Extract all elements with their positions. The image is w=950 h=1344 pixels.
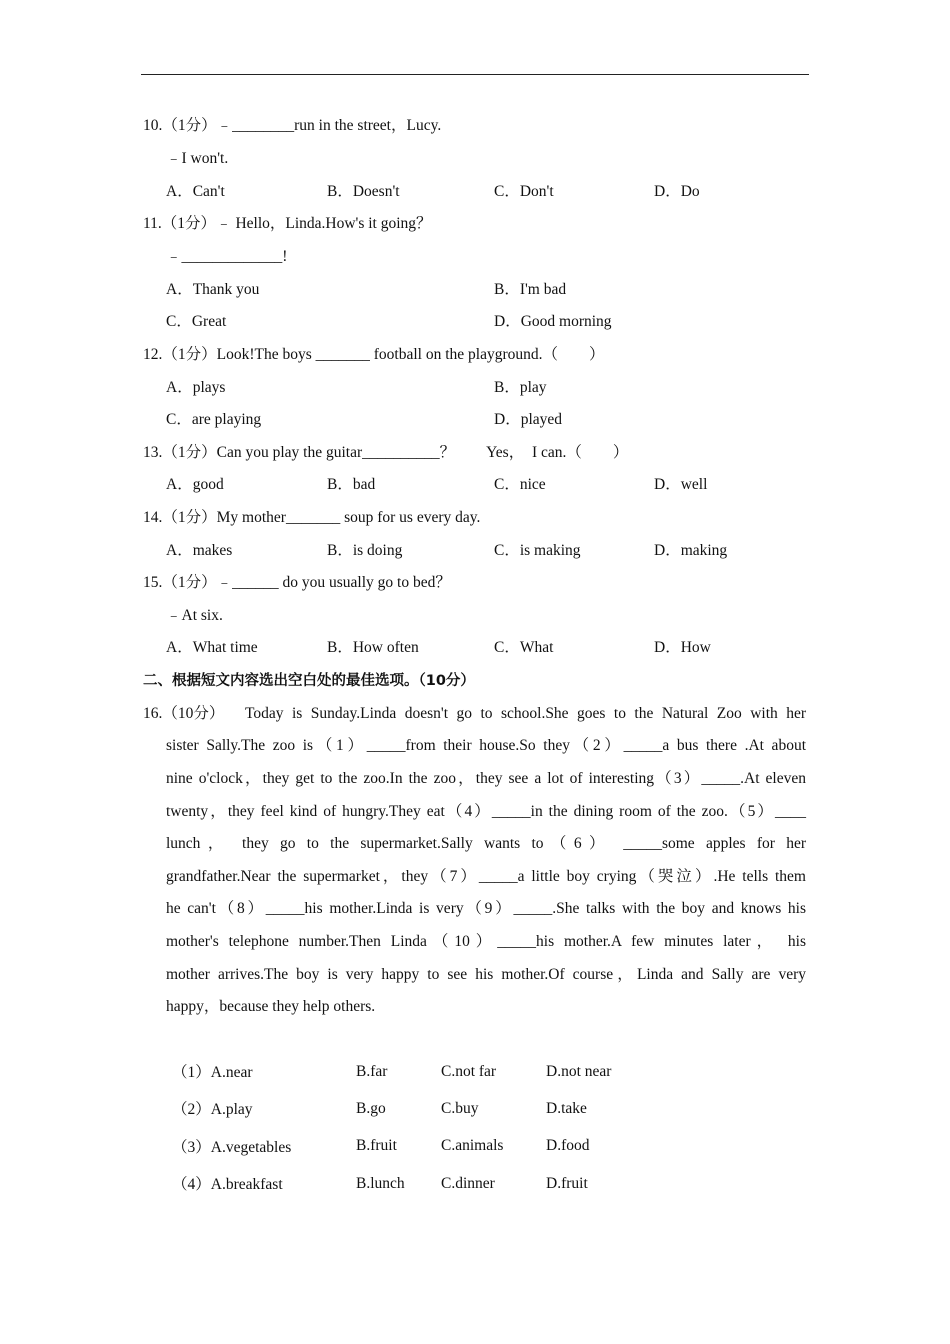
option-d[interactable]: D．Do <box>654 183 700 200</box>
passage-line: nine o'clock，they get to the zoo.In the zoo，they see a lot of interesting（3）_____.At eleven <box>166 770 806 787</box>
question-number: 11.（1分） <box>143 215 217 232</box>
choice-2-b[interactable]: B.go <box>356 1100 386 1117</box>
passage-line: mother's telephone number.Then Linda（10）_____his mother.A few minutes later， his <box>166 933 806 950</box>
question-number: 15.（1分） <box>143 574 217 591</box>
choice-2-a[interactable]: （2）A.play <box>172 1101 253 1118</box>
question-stem: ﹣________run in the street，Lucy. <box>216 117 442 134</box>
option-b[interactable]: B．Doesn't <box>327 183 400 200</box>
option-b[interactable]: B．I'm bad <box>494 281 567 298</box>
choice-2-d[interactable]: D.take <box>546 1100 587 1117</box>
choice-1-b[interactable]: B.far <box>356 1063 388 1080</box>
choice-4-a[interactable]: （4）A.breakfast <box>172 1176 283 1193</box>
passage-line: mother arrives.The boy is very happy to see his mother.Of course，Linda and Sally are very <box>166 966 806 983</box>
option-b[interactable]: B．bad <box>327 476 376 493</box>
question-stem: ﹣ Hello，Linda.How's it going？ <box>216 215 432 232</box>
question-stem: Look!The boys _______ football on the playground.（ ） <box>216 346 605 363</box>
question-number: 13.（1分） <box>143 444 217 461</box>
question-10-response: ﹣I won't. <box>166 150 229 167</box>
choice-1-d[interactable]: D.not near <box>546 1063 612 1080</box>
choice-2-c[interactable]: C.buy <box>441 1100 479 1117</box>
option-c[interactable]: C．What <box>494 639 554 656</box>
option-d[interactable]: D．played <box>494 411 563 428</box>
question-number: 14.（1分） <box>143 509 217 526</box>
question-number: 10.（1分） <box>143 117 217 134</box>
option-c[interactable]: C．is making <box>494 542 581 559</box>
option-d[interactable]: D．Good morning <box>494 313 612 330</box>
option-a[interactable]: A．What time <box>166 639 258 656</box>
question-number: 12.（1分） <box>143 346 217 363</box>
option-c[interactable]: C．are playing <box>166 411 262 428</box>
choice-4-b[interactable]: B.lunch <box>356 1175 405 1192</box>
option-a[interactable]: A．Can't <box>166 183 225 200</box>
choice-3-b[interactable]: B.fruit <box>356 1137 397 1154</box>
section-heading: 二、根据短文内容选出空白处的最佳选项。（10分） <box>143 673 475 689</box>
option-b[interactable]: B．is doing <box>327 542 403 559</box>
question-14 <box>143 508 480 528</box>
passage-line: lunch， they go to the supermarket.Sally wants to（6） _____some apples for her <box>166 835 806 852</box>
passage-line: sister Sally.The zoo is（1）_____from their house.So they（2）_____a bus there .At about <box>166 737 806 754</box>
option-a[interactable]: A．Thank you <box>166 281 260 298</box>
question-11-response: ﹣_____________! <box>166 248 288 265</box>
question-stem: My mother_______ soup for us every day. <box>216 509 481 526</box>
option-c[interactable]: C．Don't <box>494 183 554 200</box>
choice-4-c[interactable]: C.dinner <box>441 1175 495 1192</box>
passage-line: happy，because they help others. <box>166 998 376 1015</box>
option-d[interactable]: D．How <box>654 639 711 656</box>
question-stem: ﹣______ do you usually go to bed？ <box>216 574 451 591</box>
passage-line: grandfather.Near the supermarket，they（7）_____a little boy crying（哭泣）.He tells them <box>166 868 806 885</box>
question-15-response: ﹣At six. <box>166 607 223 624</box>
question-10 <box>143 116 441 136</box>
option-a[interactable]: A．makes <box>166 542 233 559</box>
choice-4-d[interactable]: D.fruit <box>546 1175 588 1192</box>
option-a[interactable]: A．plays <box>166 379 226 396</box>
question-11 <box>143 214 432 234</box>
question-16-number: 16.（10分） <box>143 705 225 722</box>
passage-line: twenty，they feel kind of hungry.They eat（4）_____in the dining room of the zoo.（5）____ <box>166 803 806 820</box>
option-b[interactable]: B．How often <box>327 639 419 656</box>
option-a[interactable]: A．good <box>166 476 224 493</box>
option-c[interactable]: C．nice <box>494 476 546 493</box>
choice-3-a[interactable]: （3）A.vegetables <box>172 1139 292 1156</box>
header-rule <box>141 74 809 75</box>
choice-1-c[interactable]: C.not far <box>441 1063 497 1080</box>
question-13 <box>143 443 628 463</box>
passage-line: he can't（8）_____his mother.Linda is very（9）_____.She talks with the boy and knows his <box>166 900 806 917</box>
option-d[interactable]: D．well <box>654 476 708 493</box>
question-15 <box>143 573 451 593</box>
option-b[interactable]: B．play <box>494 379 547 396</box>
choice-3-c[interactable]: C.animals <box>441 1137 504 1154</box>
option-c[interactable]: C．Great <box>166 313 227 330</box>
question-12 <box>143 345 605 365</box>
passage-line: Today is Sunday.Linda doesn't go to school.She goes to the Natural Zoo with her <box>245 705 806 722</box>
choice-1-a[interactable]: （1）A.near <box>172 1064 253 1081</box>
option-d[interactable]: D．making <box>654 542 728 559</box>
question-stem: Can you play the guitar__________？ Yes， I can.（ ） <box>216 444 629 461</box>
choice-3-d[interactable]: D.food <box>546 1137 590 1154</box>
